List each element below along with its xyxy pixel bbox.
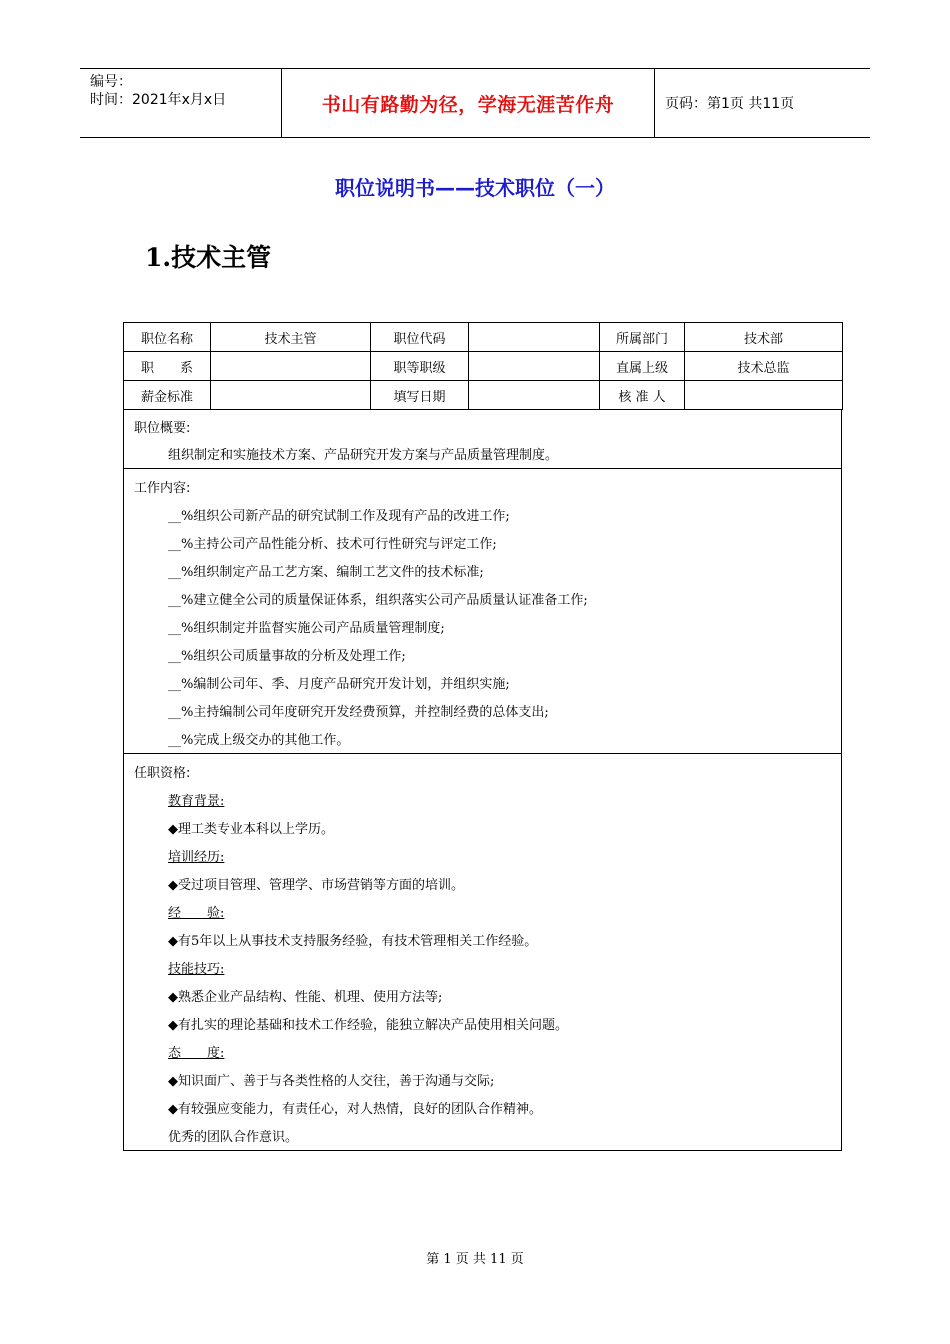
qualification-line: ◆理工类专业本科以上学历。 — [168, 822, 334, 837]
table-cell: 职位代码 — [371, 323, 469, 352]
overview-heading: 职位概要: — [134, 421, 191, 436]
page-header — [80, 68, 870, 138]
overview-text: 组织制定和实施技术方案、产品研究开发方案与产品质量管理制度。 — [168, 448, 559, 463]
section-title: 1.技术主管 — [145, 243, 272, 272]
work-heading: 工作内容: — [134, 481, 191, 496]
experience-label: 经 验: — [168, 906, 225, 921]
work-item: __%建立健全公司的质量保证体系，组织落实公司产品质量认证准备工作; — [168, 593, 588, 608]
document-title: 职位说明书——技术职位（一） — [335, 176, 615, 200]
table-cell: 填写日期 — [371, 381, 469, 410]
work-section — [123, 469, 842, 754]
table-row — [124, 352, 843, 381]
table-cell — [685, 381, 843, 410]
table-cell: 薪金标准 — [124, 381, 211, 410]
table-cell — [469, 323, 600, 352]
overview-section — [123, 409, 842, 469]
skills-label: 技能技巧: — [168, 962, 225, 977]
table-cell: 职位名称 — [124, 323, 211, 352]
qualification-line: ◆有较强应变能力，有责任心，对人热情，良好的团队合作精神。 — [168, 1102, 542, 1117]
qualification-line: ◆有5年以上从事技术支持服务经验，有技术管理相关工作经验。 — [168, 934, 538, 949]
work-item: __%组织制定并监督实施公司产品质量管理制度; — [168, 621, 445, 636]
table-cell — [211, 352, 371, 381]
header-page-cell — [655, 69, 870, 137]
work-item: __%组织制定产品工艺方案、编制工艺文件的技术标准; — [168, 565, 484, 580]
qualification-line: ◆熟悉企业产品结构、性能、机理、使用方法等; — [168, 990, 443, 1005]
table-cell: 技术主管 — [211, 323, 371, 352]
table-cell — [469, 352, 600, 381]
page-footer: 第 1 页 共 11 页 — [426, 1252, 524, 1267]
work-item: __%编制公司年、季、月度产品研究开发计划，并组织实施; — [168, 677, 510, 692]
qualification-heading: 任职资格: — [134, 766, 191, 781]
page-info: 页码：第1页 共11页 — [665, 96, 795, 112]
qualification-line: 优秀的团队合作意识。 — [168, 1130, 299, 1145]
work-item: __%组织公司新产品的研究试制工作及现有产品的改进工作; — [168, 509, 510, 524]
table-row — [124, 323, 843, 352]
table-cell: 技术部 — [685, 323, 843, 352]
education-label: 教育背景: — [168, 794, 225, 809]
table-cell: 职 系 — [124, 352, 211, 381]
motto-text: 书山有路勤为径，学海无涯苦作舟 — [321, 93, 615, 116]
attitude-label: 态 度: — [168, 1046, 225, 1061]
header-meta-cell — [80, 69, 282, 137]
position-info-table — [123, 322, 843, 410]
qualification-line: ◆有扎实的理论基础和技术工作经验，能独立解决产品使用相关问题。 — [168, 1018, 568, 1033]
table-cell: 所属部门 — [600, 323, 685, 352]
work-item: __%主持编制公司年度研究开发经费预算，并控制经费的总体支出; — [168, 705, 549, 720]
work-item: __%主持公司产品性能分析、技术可行性研究与评定工作; — [168, 537, 497, 552]
table-cell — [211, 381, 371, 410]
qualification-line: ◆受过项目管理、管理学、市场营销等方面的培训。 — [168, 878, 464, 893]
table-cell: 职等职级 — [371, 352, 469, 381]
table-cell — [469, 381, 600, 410]
qualification-section — [123, 754, 842, 1151]
table-cell: 直属上级 — [600, 352, 685, 381]
qualification-line: ◆知识面广、善于与各类性格的人交往，善于沟通与交际; — [168, 1074, 495, 1089]
work-item: __%完成上级交办的其他工作。 — [168, 733, 350, 748]
header-motto-cell — [282, 69, 655, 137]
work-item: __%组织公司质量事故的分析及处理工作; — [168, 649, 406, 664]
table-cell: 技术总监 — [685, 352, 843, 381]
table-row — [124, 381, 843, 410]
doc-time-label: 时间：2021年x月x日 — [90, 92, 227, 108]
training-label: 培训经历: — [168, 850, 225, 865]
table-cell: 核 准 人 — [600, 381, 685, 410]
doc-number-label: 编号： — [90, 74, 132, 90]
